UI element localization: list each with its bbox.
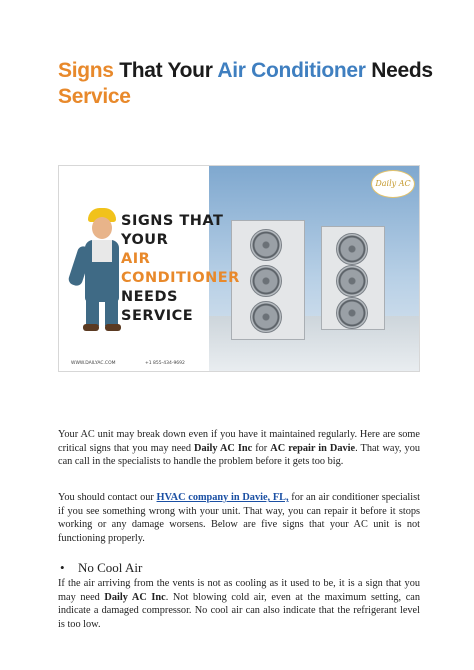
section-heading-text: No Cool Air [78, 560, 143, 575]
contact-paragraph [58, 491, 420, 545]
title-service: Service [58, 85, 131, 108]
banner-line: CONDITIONER [121, 270, 240, 286]
banner-headline [121, 212, 241, 326]
section-bold-company: Daily AC Inc [104, 591, 166, 603]
title-that-your: That Your [113, 59, 218, 82]
ac-unit-right [321, 226, 385, 330]
title-word-signs: Signs [58, 59, 114, 82]
section-text-2: . Not blowing cold air, even at the maximum setting, can indicate a damaged compressor. No cool air can also indicate that the refrigerant level is too low. [58, 591, 420, 630]
fan-icon [336, 265, 368, 297]
technician-leg [86, 300, 99, 326]
hvac-company-link[interactable]: HVAC company in Davie, FL, [156, 492, 289, 503]
intro-text-3: . That way, you can call in the specialists to handle the problem before it gets too big. [58, 442, 420, 467]
intro-bold-company: Daily AC Inc [194, 442, 253, 454]
contact-text-1: You should contact our [58, 492, 157, 503]
banner-image [58, 165, 420, 372]
bullet-icon: • [60, 560, 65, 575]
document-title [58, 58, 438, 110]
fan-icon [250, 301, 282, 333]
banner-phone: +1 855-434-9692 [144, 361, 185, 366]
technician-leg [105, 300, 118, 326]
fan-icon [336, 297, 368, 329]
intro-text-2: for [252, 442, 271, 454]
title-needs: Needs [365, 59, 433, 82]
section-text-1: If the air arriving from the vents is not as cooling as it used to be, it is a sign that you may need [58, 578, 420, 603]
contact-text-2: for an air conditioner specialist if you see something wrong with your unit. That way, you can repair it before it stops working or any damage worsens. Below are five signs that your AC unit is not functioning properly. [58, 492, 421, 544]
technician-shoe [83, 324, 99, 331]
banner-website: WWW.DAILYAC.COM [71, 361, 116, 366]
intro-text-1: Your AC unit may break down even if you have it maintained regularly. Here are some critical signs that you may need [58, 429, 420, 454]
banner-line: SIGNS THAT [121, 213, 224, 229]
banner-contact [71, 361, 213, 366]
technician-shirt [92, 240, 112, 262]
banner-line: NEEDS [121, 289, 178, 305]
banner-line: AIR [121, 251, 151, 267]
daily-ac-logo: Daily AC [371, 170, 415, 198]
banner-line: YOUR [121, 232, 169, 248]
fan-icon [250, 265, 282, 297]
intro-paragraph [58, 428, 420, 469]
banner-line: SERVICE [121, 308, 194, 324]
technician-shoe [105, 324, 121, 331]
title-air-conditioner: Air Conditioner [217, 59, 366, 82]
section-paragraph [58, 577, 420, 631]
fan-icon [336, 233, 368, 265]
section-heading [58, 560, 420, 576]
intro-bold-service: AC repair in Davie [270, 442, 356, 454]
technician-head [92, 217, 112, 239]
fan-icon [250, 229, 282, 261]
ac-unit-left [231, 220, 305, 340]
